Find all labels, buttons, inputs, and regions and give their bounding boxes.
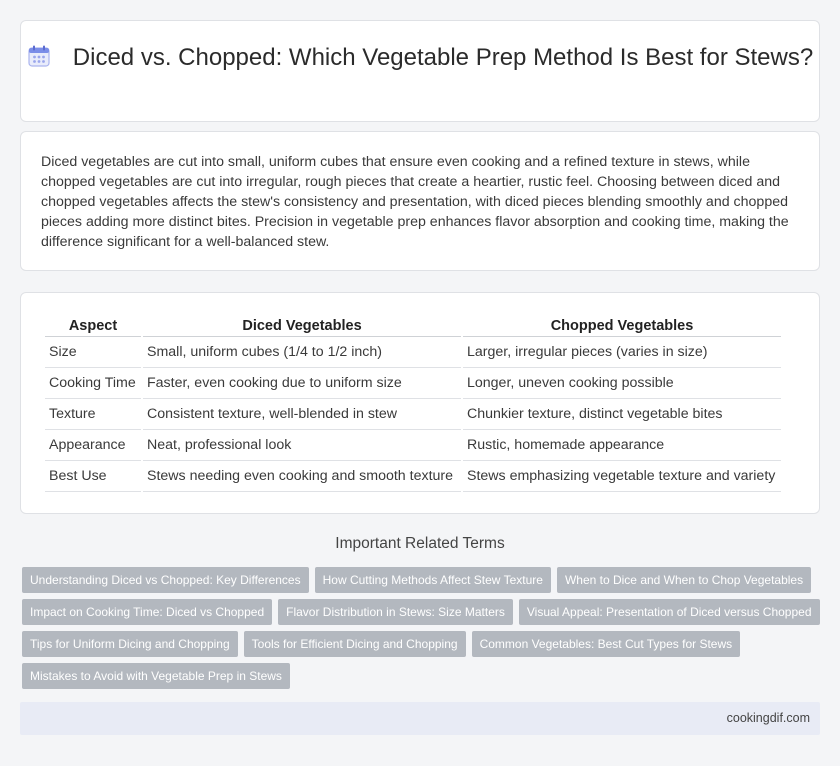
tag-row (22, 663, 822, 689)
table-cell: Longer, uneven cooking possible (463, 368, 781, 399)
header-diced: Diced Vegetables (143, 315, 461, 337)
table-cell: Neat, professional look (143, 430, 461, 461)
intro-card (20, 131, 820, 271)
related-term-link[interactable]: When to Dice and When to Chop Vegetables (557, 567, 811, 593)
table-cell: Stews needing even cooking and smooth texture (143, 461, 461, 492)
table-row (45, 461, 781, 492)
related-terms-list (22, 567, 822, 695)
table-cell: Faster, even cooking due to uniform size (143, 368, 461, 399)
page-title-wrap (21, 43, 819, 73)
tag-row (22, 567, 822, 593)
related-term-link[interactable]: Visual Appeal: Presentation of Diced versus Chopped (519, 599, 820, 625)
table-cell: Appearance (45, 430, 141, 461)
table-cell: Small, uniform cubes (1/4 to 1/2 inch) (143, 337, 461, 368)
table-row (45, 399, 781, 430)
table-row (45, 430, 781, 461)
related-term-link[interactable]: Tips for Uniform Dicing and Chopping (22, 631, 238, 657)
related-term-link[interactable]: Common Vegetables: Best Cut Types for Stews (472, 631, 741, 657)
table-cell: Larger, irregular pieces (varies in size) (463, 337, 781, 368)
related-term-link[interactable]: How Cutting Methods Affect Stew Texture (315, 567, 551, 593)
footer (20, 702, 820, 735)
header-chopped: Chopped Vegetables (463, 315, 781, 337)
table-cell: Consistent texture, well-blended in stew (143, 399, 461, 430)
table-cell: Stews emphasizing vegetable texture and variety (463, 461, 781, 492)
table-cell: Size (45, 337, 141, 368)
footer-site-name: cookingdif.com (726, 711, 810, 725)
table-cell: Rustic, homemade appearance (463, 430, 781, 461)
table-row (45, 368, 781, 399)
table-row (45, 337, 781, 368)
comparison-card (20, 292, 820, 514)
table-header-row (45, 315, 781, 337)
tag-row (22, 599, 822, 625)
related-term-link[interactable]: Tools for Efficient Dicing and Chopping (244, 631, 466, 657)
calendar-icon (27, 44, 51, 68)
related-term-link[interactable]: Understanding Diced vs Chopped: Key Differences (22, 567, 309, 593)
related-term-link[interactable]: Mistakes to Avoid with Vegetable Prep in Stews (22, 663, 290, 689)
header-aspect: Aspect (45, 315, 141, 337)
tag-row (22, 631, 822, 657)
intro-paragraph: Diced vegetables are cut into small, uniform cubes that ensure even cooking and a refined texture in stews, while chopped vegetables are cut into irregular, rough pieces that create a heartier, rustic feel. Choosing between diced and chopped vegetables affects the stew's consistency and presentation, with diced pieces blending smoothly and chopped pieces adding more distinct bites. Precision in vegetable prep enhances flavor absorption and cooking time, making the difference significant for a well-balanced stew. (41, 154, 789, 250)
related-term-link[interactable]: Flavor Distribution in Stews: Size Matters (278, 599, 513, 625)
title-card (20, 20, 820, 122)
related-term-link[interactable]: Impact on Cooking Time: Diced vs Chopped (22, 599, 272, 625)
table-cell: Best Use (45, 461, 141, 492)
related-terms-heading: Important Related Terms (335, 535, 505, 552)
table-cell: Chunkier texture, distinct vegetable bites (463, 399, 781, 430)
page-title: Diced vs. Chopped: Which Vegetable Prep Method Is Best for Stews? (72, 44, 814, 71)
table-cell: Cooking Time (45, 368, 141, 399)
table-cell: Texture (45, 399, 141, 430)
comparison-table (43, 315, 783, 492)
